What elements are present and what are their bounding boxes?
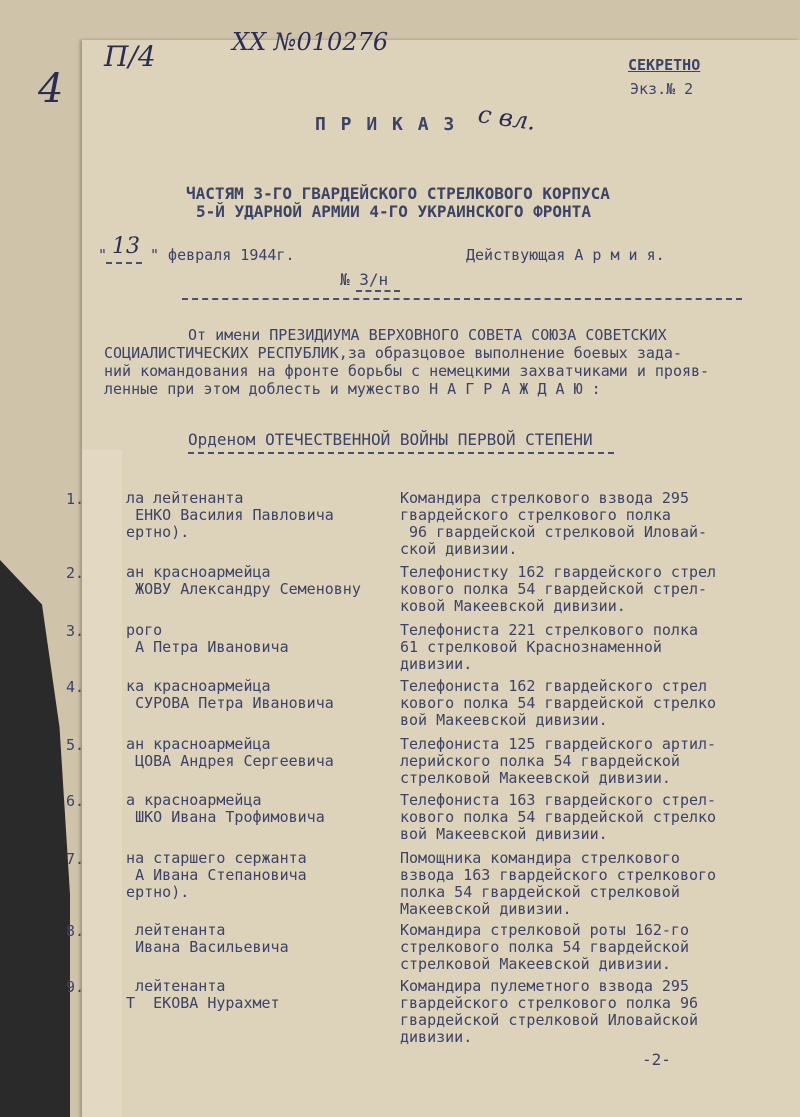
preamble-line-1: От имени ПРЕЗИДИУМА ВЕРХОВНОГО СОВЕТА СОЮЗА СОВЕТСКИХ [188, 326, 667, 344]
entry-number: 4. [66, 678, 85, 696]
entry-person: а красноармейца ШКО Ивана Трофимовича [126, 791, 325, 826]
entry-person: на старшего сержанта А Ивана Степановича ертно). [126, 849, 307, 901]
entry-number: 6. [66, 792, 85, 810]
award-heading: Орденом ОТЕЧЕСТВЕННОЙ ВОЙНЫ ПЕРВОЙ СТЕПЕНИ [188, 430, 593, 449]
entry-position: Телефониста 221 стрелкового полка 61 стрелковой Краснознаменной дивизии. [400, 621, 699, 673]
entry-person: лейтенанта Ивана Васильевича [135, 921, 289, 956]
entry-position: Командира стрелковой роты 162-го стрелкового полка 54 гвардейской стрелковой Макеевской дивизии. [400, 921, 689, 973]
archive-number: ХХ №010276 [232, 28, 389, 56]
entry-position: Телефониста 163 гвардейского стрел- кового полка 54 гвардейской стрелко вой Макеевской дивизии. [400, 791, 717, 843]
entry-position: Телефониста 162 гвардейского стрел кового полка 54 гвардейской стрелко вой Макеевской дивизии. [400, 677, 717, 729]
entry-number: 2. [66, 564, 85, 582]
subtitle-line-2: 5-Й УДАРНОЙ АРМИИ 4-ГО УКРАИНСКОГО ФРОНТА [196, 202, 591, 221]
entry-number: 1. [66, 490, 85, 508]
margin-note-2: П/4 [104, 40, 156, 73]
entry-person: ка красноармейца СУРОВА Петра Ивановича [126, 677, 334, 712]
entry-person: ла лейтенанта ЕНКО Василия Павловича ертно). [126, 489, 334, 541]
entry-position: Помощника командира стрелкового взвода 163 гвардейского стрелкового полка 54 гвардейской стрелковой Макеевской дивизии. [400, 849, 717, 918]
date-underline [106, 262, 142, 264]
award-heading-underline [188, 452, 614, 454]
entry-position: Командира пулеметного взвода 295 гвардейского стрелкового полка 96 гвардейской стрелковой Иловайской дивизии. [400, 977, 699, 1046]
entry-person: ан красноармейца ЖОВУ Александру Семеновну [126, 563, 361, 598]
order-title: П Р И К А З [315, 114, 457, 135]
order-number: № 3/н [340, 270, 389, 289]
date-day: 13 [112, 234, 140, 259]
entry-position: Телефонистку 162 гвардейского стрел кового полка 54 гвардейской стрел- ковой Макеевской дивизии. [400, 563, 717, 615]
preamble-line-3: ний командования на фронте борьбы с немецкими захватчиками и прояв- [104, 362, 710, 380]
entry-number: 7. [66, 850, 85, 868]
entry-number: 5. [66, 736, 85, 754]
secret-label: СЕКРЕТНО [628, 56, 701, 74]
paper-stub [82, 450, 122, 1117]
location: Действующая А р м и я. [466, 246, 665, 264]
copy-label: Экз.№ 2 [630, 80, 694, 98]
entry-person: ан красноармейца ЦОВА Андрея Сергеевича [126, 735, 334, 770]
entry-position: Телефониста 125 гвардейского артил- лерийского полка 54 гвардейской стрелковой Макеевской дивизии. [400, 735, 717, 787]
order-number-underline [356, 290, 400, 292]
entry-number: 9. [66, 978, 85, 996]
page-number: -2- [642, 1050, 671, 1069]
handwritten-title-note: с вл. [476, 100, 538, 136]
preamble-line-2: СОЦИАЛИСТИЧЕСКИХ РЕСПУБЛИК,за образцовое выполнение боевых зада- [104, 344, 682, 362]
entry-position: Командира стрелкового взвода 295 гвардейского стрелкового полка 96 гвардейской стрелковой Иловай- ской дивизии. [400, 489, 708, 558]
margin-note: 4 [38, 66, 64, 112]
entry-number: 3. [66, 622, 85, 640]
subtitle-line-1: ЧАСТЯМ 3-ГО ГВАРДЕЙСКОГО СТРЕЛКОВОГО КОРПУСА [186, 184, 610, 203]
entry-person: лейтенанта Т ЕКОВА Нурахмет [126, 977, 280, 1012]
entry-number: 8. [66, 922, 85, 940]
entry-person: рого А Петра Ивановича [126, 621, 289, 656]
separator-rule [182, 298, 742, 303]
date-rest: " февраля 1944г. [150, 246, 295, 264]
preamble-line-4: ленные при этом доблесть и мужество Н А Г Р А Ж Д А Ю : [104, 380, 601, 398]
date-prefix: " [98, 246, 108, 264]
